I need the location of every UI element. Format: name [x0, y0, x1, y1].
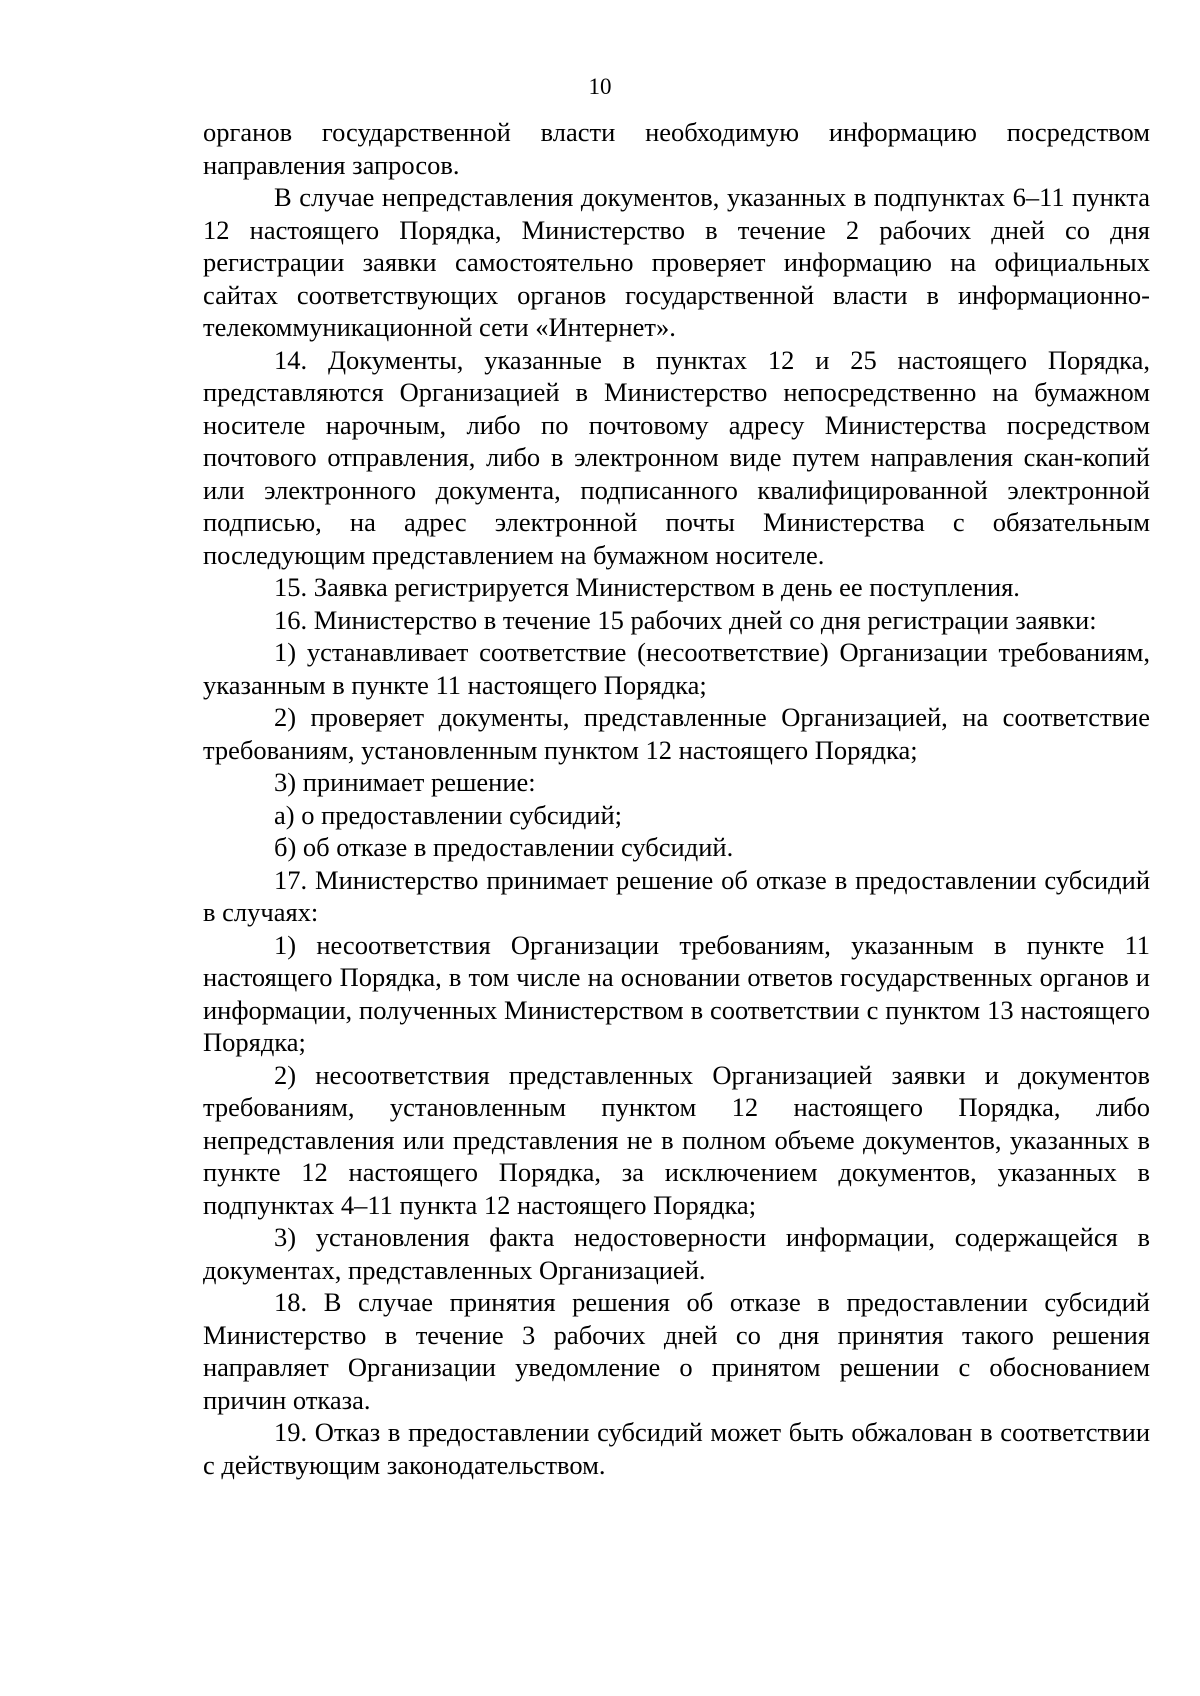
paragraph-16-item-3a: а) о предоставлении субсидий;: [274, 799, 623, 830]
paragraph-16-item-3: 3) принимает решение:: [274, 767, 536, 797]
paragraph-17-item-2: 2) несоответствия представленных Организацией заявки и документов требованиям, установленным пунктом 12 настоящего Порядка, либо непредставления или представления не в полном объеме документов, указанных в пункте 12 настоящего Порядка, за исключением документов, указанных в подпунктах 4–11 пункта 12 настоящего Порядка;: [203, 1059, 1150, 1220]
document-body: [203, 116, 1150, 1481]
paragraph-13-cont: В случае непредставления документов, указанных в подпунктах 6–11 пункта 12 настоящего Порядка, Министерство в течение 2 рабочих дней со дня регистрации заявки самостоятельно проверяет информацию на официальных сайтах соответствующих органов государственной власти в информационно-телекоммуникационной сети «Интернет».: [203, 182, 1150, 342]
paragraph-15: 15. Заявка регистрируется Министерством в день ее поступления.: [274, 572, 1020, 602]
paragraph-16-item-3b: б) об отказе в предоставлении субсидий.: [274, 832, 734, 862]
paragraph-14: 14. Документы, указанные в пунктах 12 и 25 настоящего Порядка, представляются Организацией в Министерство непосредственно на бумажном носителе нарочным, либо по почтовому адресу Министерства посредством почтового отправления, либо в электронном виде путем направления скан-копий или электронного документа, подписанного квалифицированной электронной подписью, на адрес электронной почты Министерства с обязательным последующим представлением на бумажном носителе.: [203, 344, 1150, 570]
paragraph-16: 16. Министерство в течение 15 рабочих дней со дня регистрации заявки:: [274, 604, 1097, 635]
paragraph-17-item-1: 1) несоответствия Организации требованиям, указанным в пункте 11 настоящего Порядка, в том числе на основании ответов государственных органов и информации, полученных Министерством в соответствии с пунктом 13 настоящего Порядка;: [203, 929, 1150, 1057]
paragraph-17-item-3: 3) установления факта недостоверности информации, содержащейся в документах, представленных Организацией.: [203, 1222, 1150, 1285]
paragraph-16-item-2: 2) проверяет документы, представленные Организацией, на соответствие требованиям, установленным пунктом 12 настоящего Порядка;: [203, 702, 1150, 765]
paragraph-16-item-1: 1) устанавливает соответствие (несоответствие) Организации требованиям, указанным в пункте 11 настоящего Порядка;: [203, 637, 1150, 700]
paragraph-continuation: органов государственной власти необходимую информацию посредством направления запросов.: [203, 117, 1150, 180]
paragraph-19: 19. Отказ в предоставлении субсидий может быть обжалован в соответствии с действующим законодательством.: [203, 1417, 1150, 1480]
paragraph-17: 17. Министерство принимает решение об отказе в предоставлении субсидий в случаях:: [203, 864, 1150, 927]
paragraph-18: 18. В случае принятия решения об отказе в предоставлении субсидий Министерство в течение 3 рабочих дней со дня принятия такого решения направляет Организации уведомление о принятом решении с обоснованием причин отказа.: [203, 1287, 1150, 1415]
page-number: 10: [588, 74, 612, 99]
